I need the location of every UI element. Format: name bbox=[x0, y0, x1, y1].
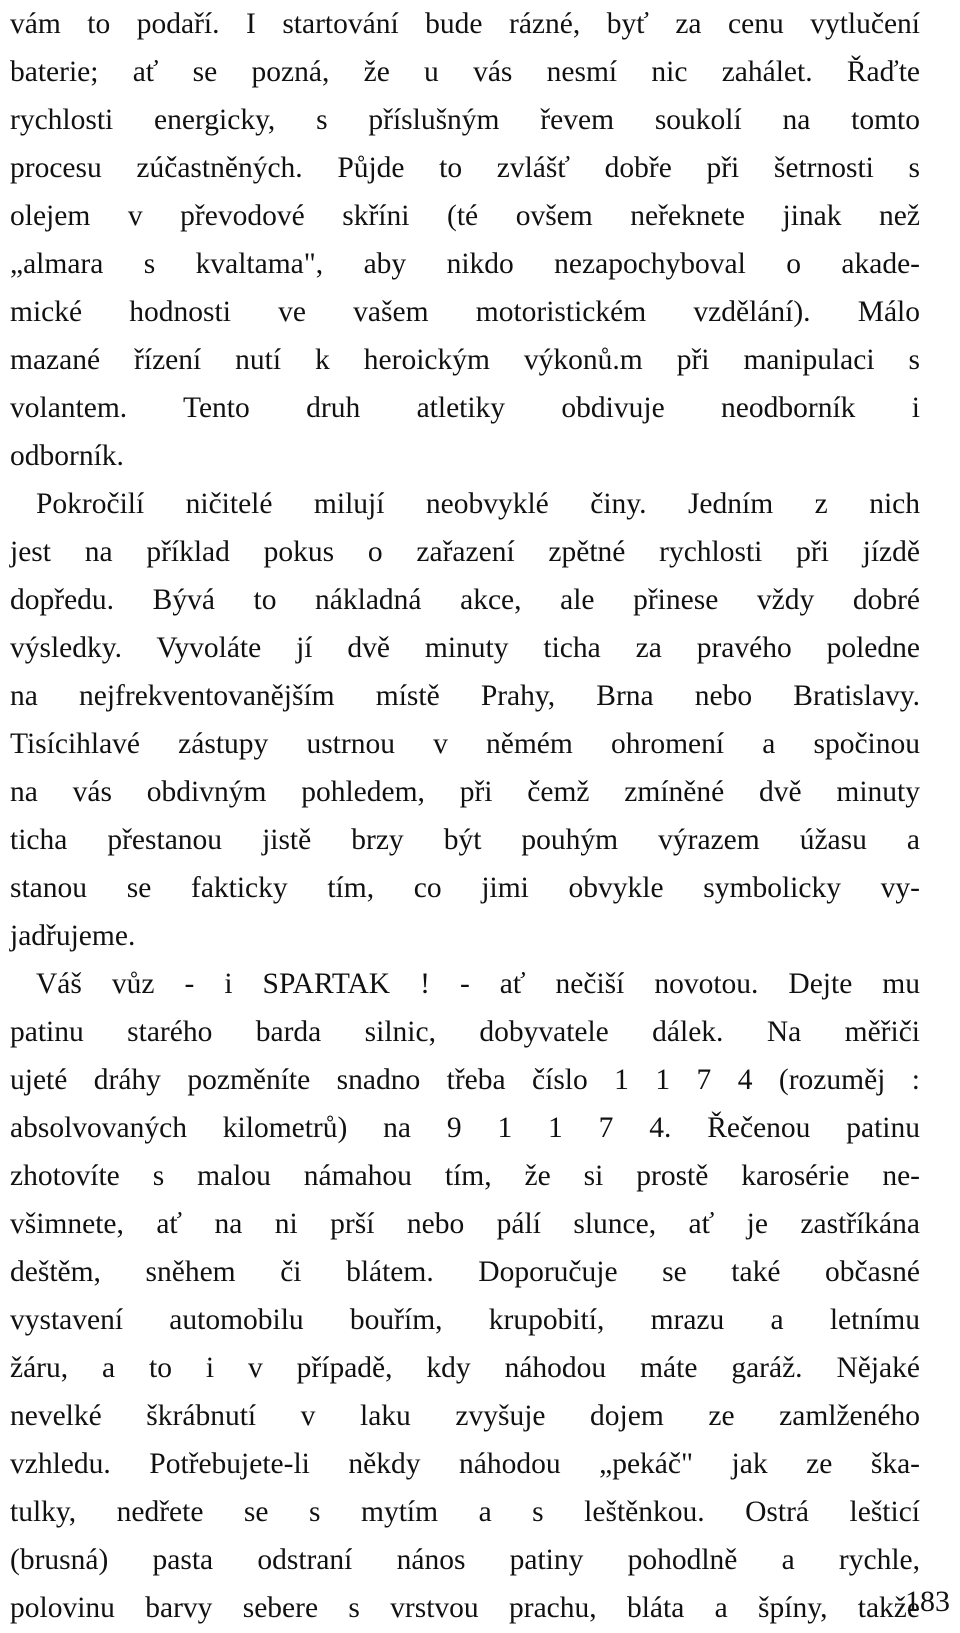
text-line: zhotovíte s malou námahou tím, že si prostě karosérie ne- bbox=[10, 1160, 920, 1192]
text-line: deštěm, sněhem či blátem. Doporučuje se také občasné bbox=[10, 1256, 920, 1288]
text-line: na vás obdivným pohledem, při čemž zmíněné dvě minuty bbox=[10, 776, 920, 808]
page-number: 183 bbox=[905, 1585, 950, 1618]
text-line: polovinu barvy sebere s vrstvou prachu, bláta a špíny, takže bbox=[10, 1592, 920, 1624]
text-line: odborník. bbox=[10, 440, 124, 472]
paragraph-start-line: Pokročilí ničitelé milují neobvyklé činy. Jedním z nich bbox=[36, 488, 920, 520]
text-line: „almara s kvaltama", aby nikdo nezapochyboval o akade- bbox=[10, 248, 920, 280]
text-line: dopředu. Bývá to nákladná akce, ale přinese vždy dobré bbox=[10, 584, 920, 616]
text-line: olejem v převodové skříni (té ovšem neřeknete jinak než bbox=[10, 200, 920, 232]
text-line: ticha přestanou jistě brzy být pouhým výrazem úžasu a bbox=[10, 824, 920, 856]
text-line: mické hodnosti ve vašem motoristickém vzdělání). Málo bbox=[10, 296, 920, 328]
text-line: (brusná) pasta odstraní nános patiny pohodlně a rychle, bbox=[10, 1544, 920, 1576]
text-line: mazané řízení nutí k heroickým výkonů.m při manipulaci s bbox=[10, 344, 920, 376]
text-line: na nejfrekventovanějším místě Prahy, Brna nebo Bratislavy. bbox=[10, 680, 920, 712]
text-line: vám to podaří. I startování bude rázné, byť za cenu vytlučení bbox=[10, 8, 920, 40]
text-line: absolvovaných kilometrů) na 9 1 1 7 4. Řečenou patinu bbox=[10, 1112, 920, 1144]
text-line: Tisícihlavé zástupy ustrnou v němém ohromení a spočinou bbox=[10, 728, 920, 760]
text-line: patinu starého barda silnic, dobyvatele dálek. Na měřiči bbox=[10, 1016, 920, 1048]
text-line: stanou se fakticky tím, co jimi obvykle symbolicky vy- bbox=[10, 872, 920, 904]
text-line: volantem. Tento druh atletiky obdivuje neodborník i bbox=[10, 392, 920, 424]
text-line: vystavení automobilu bouřím, krupobití, mrazu a letnímu bbox=[10, 1304, 920, 1336]
text-line: baterie; ať se pozná, že u vás nesmí nic zahálet. Řaďte bbox=[10, 56, 920, 88]
text-line: všimnete, ať na ni prší nebo pálí slunce, ať je zastříkána bbox=[10, 1208, 920, 1240]
text-line: výsledky. Vyvoláte jí dvě minuty ticha za pravého poledne bbox=[10, 632, 920, 664]
text-line: jadřujeme. bbox=[10, 920, 136, 952]
text-line: vzhledu. Potřebujete-li někdy náhodou „pekáč" jak ze ška- bbox=[10, 1448, 920, 1480]
text-line: rychlosti energicky, s příslušným řevem soukolí na tomto bbox=[10, 104, 920, 136]
text-line: tulky, nedřete se s mytím a s leštěnkou. Ostrá lešticí bbox=[10, 1496, 920, 1528]
text-line: procesu zúčastněných. Půjde to zvlášť dobře při šetrnosti s bbox=[10, 152, 920, 184]
text-line: ujeté dráhy pozměníte snadno třeba číslo 1 1 7 4 (rozuměj : bbox=[10, 1064, 920, 1096]
text-line: jest na příklad pokus o zařazení zpětné rychlosti při jízdě bbox=[10, 536, 920, 568]
text-line: nevelké škrábnutí v laku zvyšuje dojem ze zamlženého bbox=[10, 1400, 920, 1432]
body-text bbox=[10, 0, 920, 1632]
text-line: žáru, a to i v případě, kdy náhodou máte garáž. Nějaké bbox=[10, 1352, 920, 1384]
paragraph-start-line: Váš vůz - i SPARTAK ! - ať nečiší novotou. Dejte mu bbox=[36, 968, 920, 1000]
